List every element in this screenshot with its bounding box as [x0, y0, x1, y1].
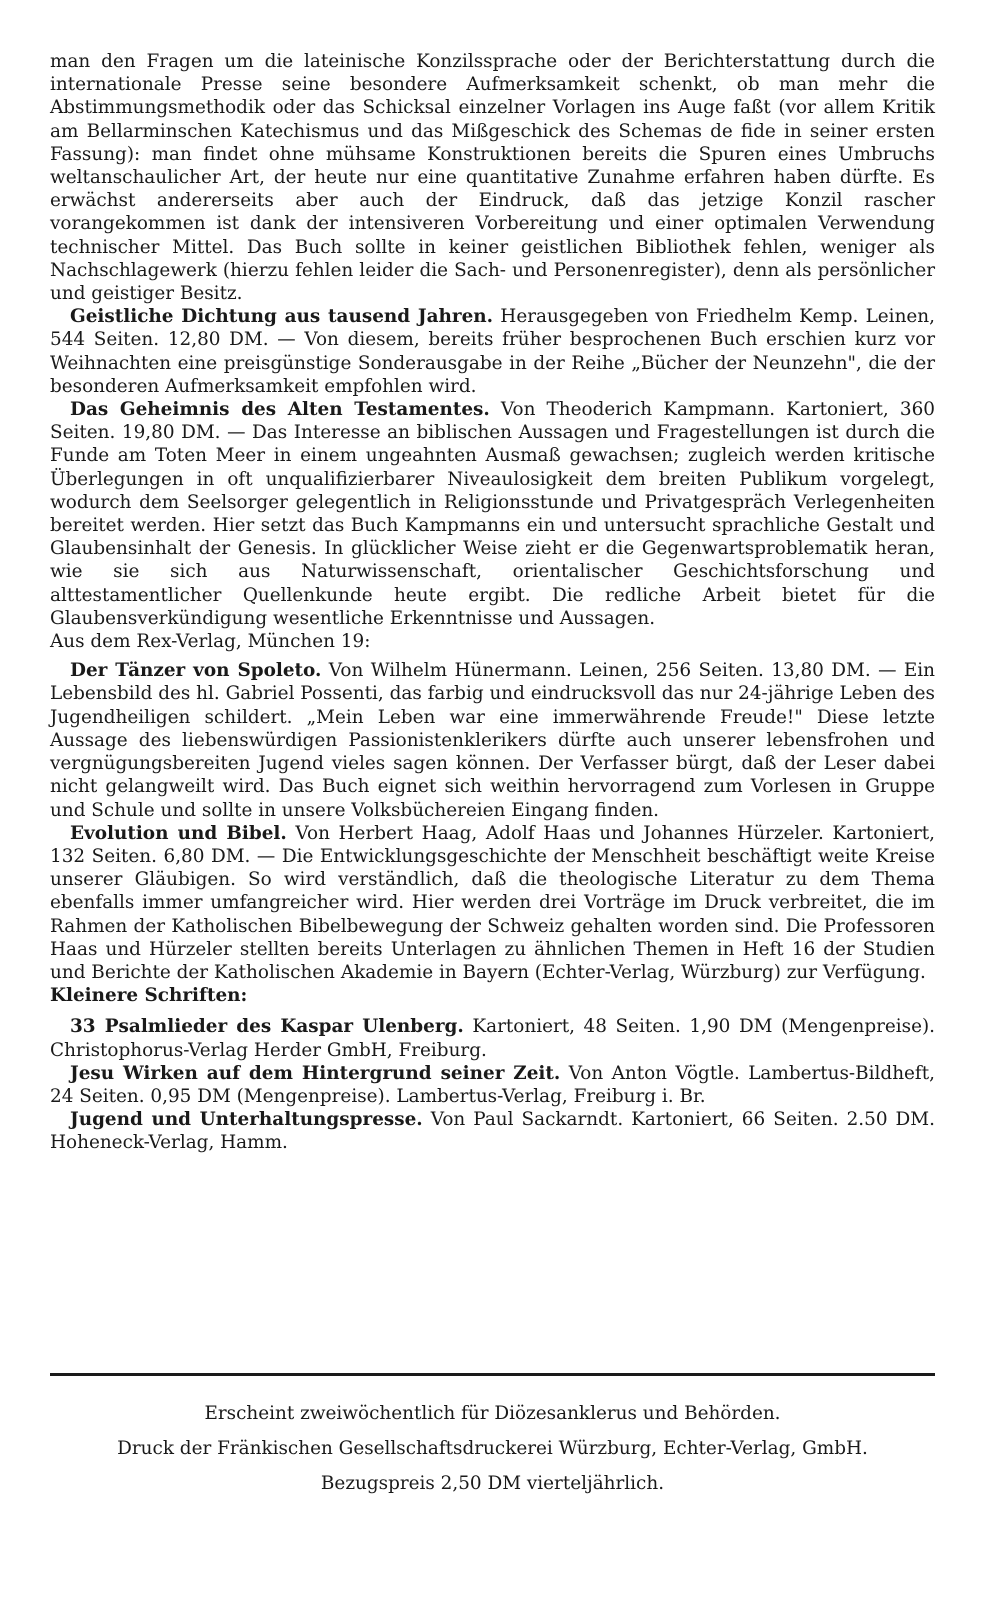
small-item-jugend-unterhaltungspresse: [50, 1108, 935, 1154]
review-text: Von Theoderich Kampmann. Kartoniert, 360 Seiten. 19,80 DM. — Das Interesse an biblischen Aussagen und Fragestellungen ist durch die Funde am Toten Meer in einem ungeahnten Ausmaß gewachsen; zugleich werden kritische Überlegungen in oft unqualifizierbarer Niveaulosigkeit dem breiten Publikum vorgelegt, wodurch dem Seelsorger gelegentlich in Religionsstunde und Privatgespräch Verlegenheiten bereitet werden. Hier setzt das Buch Kampmanns ein und untersucht sprachliche Gestalt und Glaubensinhalt der Genesis. In glücklicher Weise zieht er die Gegenwartsproblematik heran, wie sie sich aus Naturwissenschaft, orientalischer Geschichtsforschung und alttestamentlicher Quellenkunde heute ergibt. Die redliche Arbeit bietet für die Glaubensverkündigung wesentliche Erkenntnisse und Aussagen.: [50, 399, 935, 629]
publisher-heading: Aus dem Rex-Verlag, München 19:: [50, 631, 371, 653]
footer-price-note: Bezugspreis 2,50 DM vierteljährlich.: [320, 1473, 665, 1494]
footer-printer-note: Druck der Fränkischen Gesellschaftsdruckerei Würzburg, Echter-Verlag, GmbH.: [117, 1438, 868, 1459]
review-text: Von Wilhelm Hünermann. Leinen, 256 Seiten. 13,80 DM. — Ein Lebensbild des hl. Gabriel Possenti, das farbig und eindrucksvoll das nur 24-jährige Leben des Jugendheiligen schildert. „Mein Leben war eine immerwährende Freude!" Diese letzte Aussage des liebenswürdigen Passionistenklerikers dürfte auch unserer lebensfrohen und vergnügungsbereiten Jugend vieles sagen können. Der Verfasser bürgt, daß der Leser dabei nicht gelangweilt wird. Das Buch eignet sich weithin hervorragend zum Vorlesen in Gruppe und Schule und sollte in unsere Volksbüchereien Eingang finden.: [50, 660, 935, 821]
small-item-title: 33 Psalmlieder des Kaspar Ulenberg.: [70, 1016, 464, 1038]
small-item-title: Jesu Wirken auf dem Hintergrund seiner Zeit.: [70, 1062, 561, 1084]
review-geheimnis-alten-testamentes: [50, 398, 935, 630]
review-title: Evolution und Bibel.: [70, 822, 287, 844]
review-title: Der Tänzer von Spoleto.: [70, 660, 322, 682]
small-item-text: Von Anton Vögtle. Lambertus-Bildheft, 24 Seiten. 0,95 DM (Mengenpreise). Lambertus-Verlag, Freiburg i. Br.: [50, 1062, 935, 1107]
review-text: Herausgegeben von Friedhelm Kemp. Leinen, 544 Seiten. 12,80 DM. — Von diesem, bereits früher besprochenen Buch erschien kurz vor Weihnachten eine preisgünstige Sonderausgabe in der Reihe „Bücher der Neunzehn", die der besonderen Aufmerksamkeit empfohlen wird.: [50, 306, 935, 397]
review-taenzer-von-spoleto: [50, 659, 935, 821]
small-item-title: Jugend und Unterhaltungspresse.: [70, 1109, 423, 1131]
review-text: Von Herbert Haag, Adolf Haas und Johannes Hürzeler. Kartoniert, 132 Seiten. 6,80 DM. — Die Entwicklungsgeschichte der Menschheit beschäftigt weite Kreise unserer Gläubigen. So wird verständlich, daß die theologische Literatur zu dem Thema ebenfalls immer umfangreicher wird. Hier werden drei Vorträge im Druck verbreitet, die im Rahmen der Katholischen Bibelbewegung der Schweiz gehalten worden sind. Die Professoren Haas und Hürzeler stellten bereits Unterlagen zu ähnlichen Themen in Heft 16 der Studien und Berichte der Katholischen Akademie in Bayern (Echter-Verlag, Würzburg) zur Verfügung.: [50, 822, 935, 983]
review-geistliche-dichtung: [50, 305, 935, 398]
small-item-jesu-wirken: [50, 1062, 935, 1108]
footer-publication-note: Erscheint zweiwöchentlich für Diözesanklerus und Behörden.: [204, 1403, 781, 1424]
intro-paragraph: man den Fragen um die lateinische Konzilssprache oder der Berichterstattung durch die internationale Presse seine besondere Aufmerksamkeit schenkt, ob man mehr die Abstimmungsmethodik oder das Schicksal einzelner Vorlagen ins Auge faßt (vor allem Kritik am Bellarminschen Katechismus und das Mißgeschick des Schemas de fide in seiner ersten Fassung): man findet ohne mühsame Konstruktionen bereits die Spuren eines Umbruchs weltanschaulicher Art, der heute nur eine quantitative Zunahme erfahren haben dürfte. Es erwächst andererseits aber auch der Eindruck, daß das jetzige Konzil rascher vorangekommen ist dank der intensiveren Vorbereitung und einer optimalen Verwendung technischer Mittel. Das Buch sollte in keiner geistlichen Bibliothek fehlen, weniger als Nachschlagewerk (hierzu fehlen leider die Sach- und Personenregister), denn als persönlicher und geistiger Besitz.: [50, 51, 935, 305]
small-item-text: Von Paul Sackarndt. Kartoniert, 66 Seiten. 2.50 DM. Hoheneck-Verlag, Hamm.: [50, 1109, 935, 1154]
review-evolution-und-bibel: [50, 822, 935, 984]
small-writings-heading: Kleinere Schriften:: [50, 985, 248, 1007]
review-title: Geistliche Dichtung aus tausend Jahren.: [70, 306, 494, 328]
review-title: Das Geheimnis des Alten Testamentes.: [70, 399, 490, 421]
small-item-psalmlieder: [50, 1015, 935, 1061]
review-column: [50, 50, 935, 1155]
footer: [50, 1402, 935, 1507]
footer-divider: [50, 1373, 935, 1376]
small-item-text: Kartoniert, 48 Seiten. 1,90 DM (Mengenpreise). Christophorus-Verlag Herder GmbH, Freiburg.: [50, 1016, 935, 1061]
